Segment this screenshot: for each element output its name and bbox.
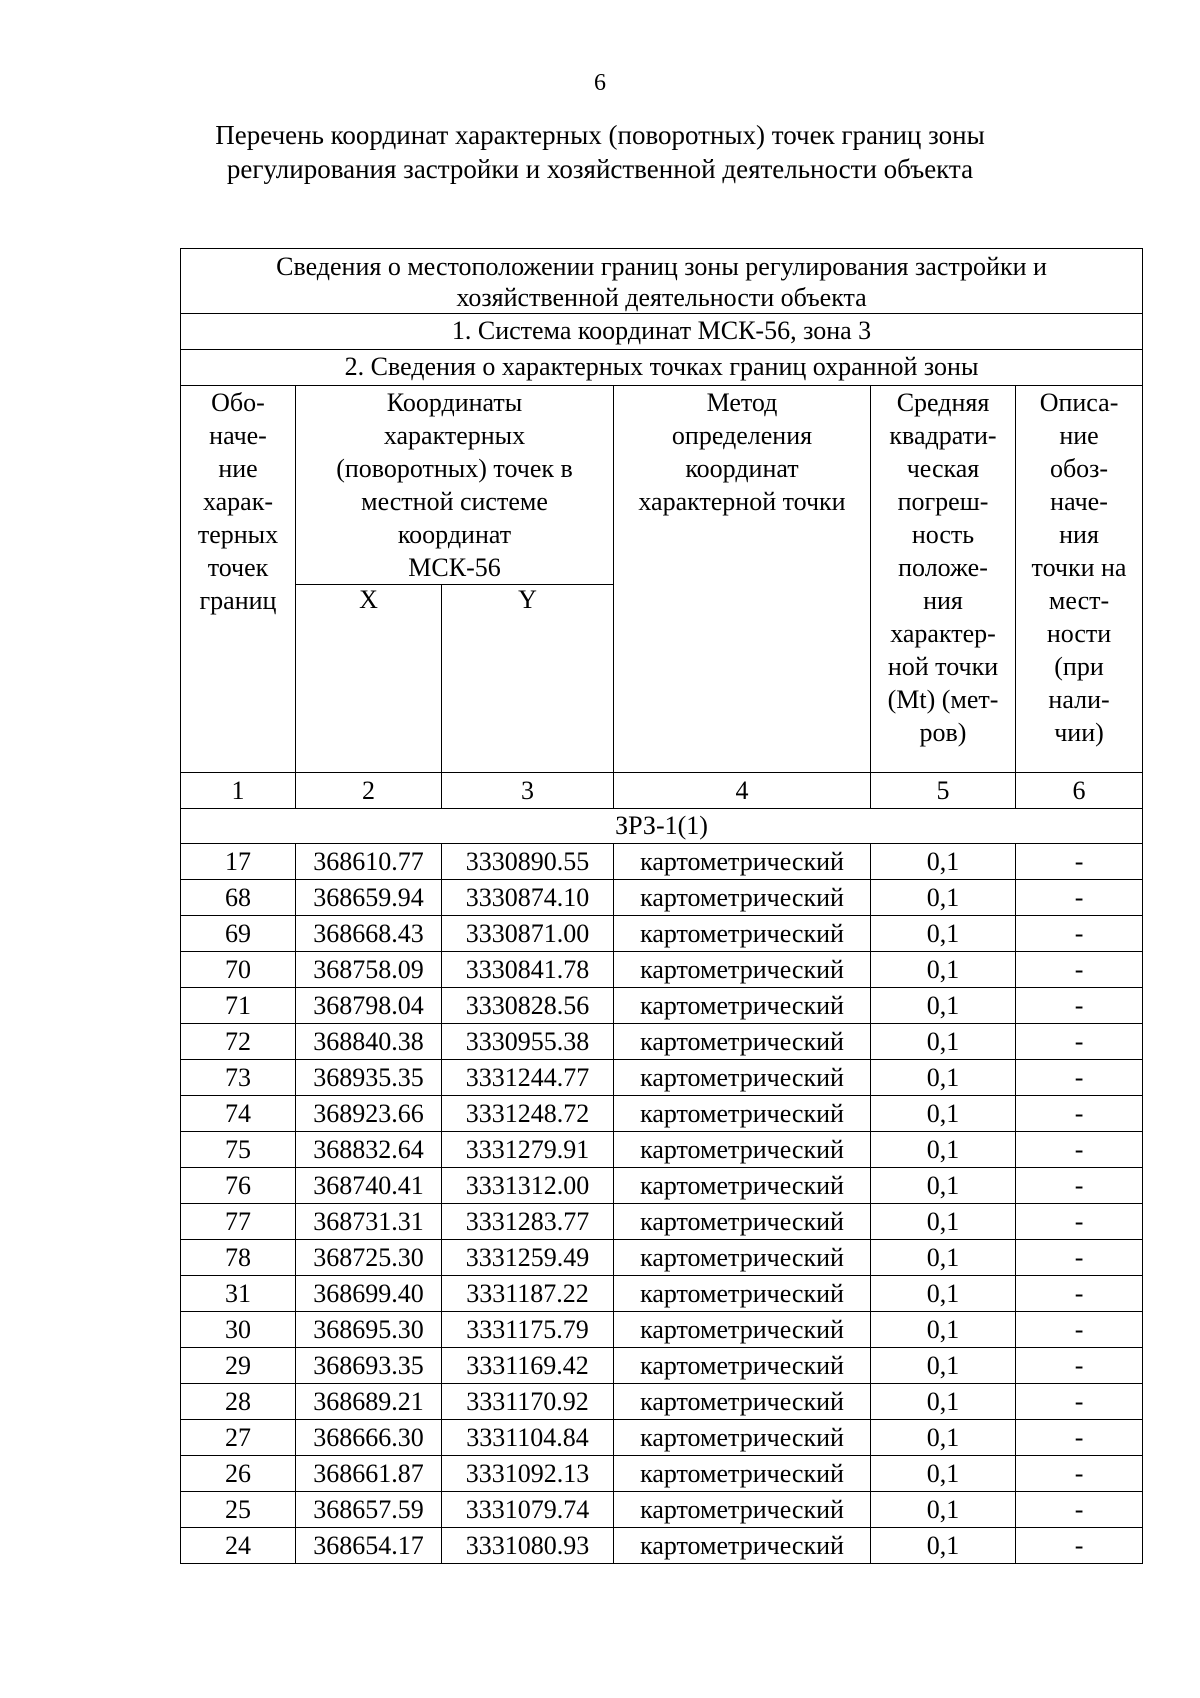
description-cell: -	[1016, 1168, 1143, 1204]
point-id-cell: 25	[181, 1492, 296, 1528]
header-line: ние	[218, 454, 258, 483]
point-id-cell: 31	[181, 1276, 296, 1312]
y-coordinate-cell: 3331259.49	[442, 1240, 614, 1276]
section-title	[181, 249, 1143, 314]
mean-error-cell: 0,1	[871, 916, 1016, 952]
method-cell: картометрический	[614, 1132, 871, 1168]
method-cell: картометрический	[614, 1312, 871, 1348]
table-row	[181, 952, 1143, 988]
y-coordinate-cell: 3331080.93	[442, 1528, 614, 1564]
y-coordinate-cell: 3331244.77	[442, 1060, 614, 1096]
header-line: координат	[685, 454, 799, 483]
method-cell: картометрический	[614, 1276, 871, 1312]
y-coordinate-cell: 3331312.00	[442, 1168, 614, 1204]
table-row	[181, 916, 1143, 952]
y-coordinate-cell: 3331279.91	[442, 1132, 614, 1168]
header-line: (Mt) (мет-	[887, 685, 999, 714]
mean-error-cell: 0,1	[871, 880, 1016, 916]
point-id-cell: 27	[181, 1420, 296, 1456]
method-cell: картометрический	[614, 1456, 871, 1492]
table-row	[181, 1528, 1143, 1564]
point-id-cell: 72	[181, 1024, 296, 1060]
header-point-designation	[181, 386, 296, 773]
table-row	[181, 1060, 1143, 1096]
header-line: ние	[1059, 421, 1099, 450]
point-id-cell: 26	[181, 1456, 296, 1492]
point-id-cell: 69	[181, 916, 296, 952]
point-id-cell: 78	[181, 1240, 296, 1276]
point-id-cell: 76	[181, 1168, 296, 1204]
method-cell: картометрический	[614, 1168, 871, 1204]
mean-error-cell: 0,1	[871, 952, 1016, 988]
coordinate-system-label: 1. Система координат МСК-56, зона 3	[181, 314, 1143, 350]
point-id-cell: 74	[181, 1096, 296, 1132]
x-coordinate-cell: 368661.87	[296, 1456, 442, 1492]
header-method	[614, 386, 871, 773]
header-line: ров)	[919, 718, 967, 747]
point-id-cell: 70	[181, 952, 296, 988]
header-line: ности	[1046, 619, 1112, 648]
zone-label: ЗРЗ-1(1)	[181, 809, 1143, 844]
mean-error-cell: 0,1	[871, 1240, 1016, 1276]
x-coordinate-cell: 368731.31	[296, 1204, 442, 1240]
table-row	[181, 1132, 1143, 1168]
table-row	[181, 1348, 1143, 1384]
table-row	[181, 1312, 1143, 1348]
page-number: 6	[594, 70, 606, 96]
y-coordinate-cell: 3331175.79	[442, 1312, 614, 1348]
section-title-line-1: Сведения о местоположении границ зоны регулирования застройки и	[276, 252, 1047, 281]
table-row	[181, 1276, 1143, 1312]
description-cell: -	[1016, 1348, 1143, 1384]
y-coordinate-cell: 3330871.00	[442, 916, 614, 952]
x-coordinate-cell: 368654.17	[296, 1528, 442, 1564]
points-info-label: 2. Сведения о характерных точках границ охранной зоны	[181, 350, 1143, 386]
point-id-cell: 24	[181, 1528, 296, 1564]
description-cell: -	[1016, 1420, 1143, 1456]
x-coordinate-cell: 368666.30	[296, 1420, 442, 1456]
y-coordinate-cell: 3331187.22	[442, 1276, 614, 1312]
description-cell: -	[1016, 1456, 1143, 1492]
description-cell: -	[1016, 844, 1143, 880]
method-cell: картометрический	[614, 844, 871, 880]
table-row	[181, 1240, 1143, 1276]
y-coordinate-cell: 3330841.78	[442, 952, 614, 988]
description-cell: -	[1016, 1024, 1143, 1060]
table-row	[181, 1024, 1143, 1060]
column-number: 1	[181, 773, 296, 809]
description-cell: -	[1016, 1528, 1143, 1564]
header-line: характерной точки	[638, 487, 846, 516]
x-coordinate-cell: 368689.21	[296, 1384, 442, 1420]
description-cell: -	[1016, 880, 1143, 916]
header-line: терных	[197, 520, 279, 549]
header-line: МСК-56	[408, 553, 501, 582]
x-coordinate-cell: 368725.30	[296, 1240, 442, 1276]
description-cell: -	[1016, 1204, 1143, 1240]
header-line: квадрати-	[889, 421, 997, 450]
method-cell: картометрический	[614, 1204, 871, 1240]
table-row	[181, 1168, 1143, 1204]
header-line: положе-	[898, 553, 988, 582]
y-coordinate-cell: 3331079.74	[442, 1492, 614, 1528]
mean-error-cell: 0,1	[871, 1456, 1016, 1492]
y-coordinate-cell: 3330828.56	[442, 988, 614, 1024]
x-coordinate-cell: 368695.30	[296, 1312, 442, 1348]
mean-error-cell: 0,1	[871, 1132, 1016, 1168]
header-line: ния	[1059, 520, 1099, 549]
point-id-cell: 17	[181, 844, 296, 880]
table-row	[181, 1492, 1143, 1528]
mean-error-cell: 0,1	[871, 1312, 1016, 1348]
mean-error-cell: 0,1	[871, 1168, 1016, 1204]
mean-error-cell: 0,1	[871, 1384, 1016, 1420]
section-title-line-2: хозяйственной деятельности объекта	[456, 283, 867, 312]
header-line: наче-	[209, 421, 267, 450]
table-row	[181, 1456, 1143, 1492]
description-cell: -	[1016, 1060, 1143, 1096]
header-line: точек	[207, 553, 269, 582]
mean-error-cell: 0,1	[871, 1492, 1016, 1528]
column-number: 2	[296, 773, 442, 809]
method-cell: картометрический	[614, 952, 871, 988]
header-mean-error	[871, 386, 1016, 773]
description-cell: -	[1016, 988, 1143, 1024]
x-coordinate-cell: 368699.40	[296, 1276, 442, 1312]
y-coordinate-cell: 3330890.55	[442, 844, 614, 880]
description-cell: -	[1016, 1096, 1143, 1132]
method-cell: картометрический	[614, 1492, 871, 1528]
header-line: Описа-	[1039, 388, 1119, 417]
x-coordinate-cell: 368832.64	[296, 1132, 442, 1168]
document-title	[150, 118, 1050, 186]
method-cell: картометрический	[614, 1240, 871, 1276]
x-coordinate-cell: 368659.94	[296, 880, 442, 916]
table-row	[181, 880, 1143, 916]
table-row	[181, 988, 1143, 1024]
method-cell: картометрический	[614, 988, 871, 1024]
method-cell: картометрический	[614, 880, 871, 916]
mean-error-cell: 0,1	[871, 1276, 1016, 1312]
description-cell: -	[1016, 1312, 1143, 1348]
point-id-cell: 71	[181, 988, 296, 1024]
y-coordinate-cell: 3331248.72	[442, 1096, 614, 1132]
header-line: ной точки	[887, 652, 999, 681]
mean-error-cell: 0,1	[871, 1096, 1016, 1132]
y-coordinate-cell: 3330874.10	[442, 880, 614, 916]
header-line: нали-	[1048, 685, 1110, 714]
point-id-cell: 68	[181, 880, 296, 916]
mean-error-cell: 0,1	[871, 1024, 1016, 1060]
y-coordinate-cell: 3330955.38	[442, 1024, 614, 1060]
document-title-line-2: регулирования застройки и хозяйственной деятельности объекта	[226, 154, 974, 184]
y-coordinate-cell: 3331092.13	[442, 1456, 614, 1492]
header-line: мест-	[1048, 586, 1110, 615]
table-row	[181, 1384, 1143, 1420]
point-id-cell: 75	[181, 1132, 296, 1168]
mean-error-cell: 0,1	[871, 1528, 1016, 1564]
x-coordinate-cell: 368693.35	[296, 1348, 442, 1384]
method-cell: картометрический	[614, 916, 871, 952]
document-title-line-1: Перечень координат характерных (поворотных) точек границ зоны	[215, 120, 985, 150]
description-cell: -	[1016, 1240, 1143, 1276]
table-row	[181, 1096, 1143, 1132]
header-line: ческая	[906, 454, 980, 483]
column-numbers-row	[181, 773, 1143, 809]
header-y: Y	[442, 585, 614, 773]
header-line: координат	[397, 520, 512, 549]
point-id-cell: 77	[181, 1204, 296, 1240]
x-coordinate-cell: 368610.77	[296, 844, 442, 880]
x-coordinate-cell: 368758.09	[296, 952, 442, 988]
column-number: 4	[614, 773, 871, 809]
column-number: 6	[1016, 773, 1143, 809]
mean-error-cell: 0,1	[871, 1420, 1016, 1456]
method-cell: картометрический	[614, 1060, 871, 1096]
y-coordinate-cell: 3331104.84	[442, 1420, 614, 1456]
description-cell: -	[1016, 916, 1143, 952]
table-row	[181, 844, 1143, 880]
header-line: ния	[923, 586, 963, 615]
header-line: обоз-	[1049, 454, 1109, 483]
header-line: характерных	[383, 421, 526, 450]
header-line: (при	[1054, 652, 1104, 681]
method-cell: картометрический	[614, 1024, 871, 1060]
header-line: ность	[911, 520, 975, 549]
method-cell: картометрический	[614, 1420, 871, 1456]
header-line: погреш-	[897, 487, 989, 516]
header-line: харак-	[202, 487, 274, 516]
x-coordinate-cell: 368740.41	[296, 1168, 442, 1204]
description-cell: -	[1016, 1276, 1143, 1312]
header-line: Координаты	[386, 388, 523, 417]
table-row	[181, 1204, 1143, 1240]
header-line: наче-	[1050, 487, 1108, 516]
mean-error-cell: 0,1	[871, 844, 1016, 880]
column-number: 3	[442, 773, 614, 809]
method-cell: картометрический	[614, 1348, 871, 1384]
header-line: Обо-	[211, 388, 265, 417]
description-cell: -	[1016, 1492, 1143, 1528]
mean-error-cell: 0,1	[871, 1348, 1016, 1384]
mean-error-cell: 0,1	[871, 1204, 1016, 1240]
header-x: X	[296, 585, 442, 773]
table-row	[181, 1420, 1143, 1456]
header-line: (поворотных) точек в	[336, 454, 573, 483]
y-coordinate-cell: 3331169.42	[442, 1348, 614, 1384]
header-description	[1016, 386, 1143, 773]
description-cell: -	[1016, 1132, 1143, 1168]
point-id-cell: 30	[181, 1312, 296, 1348]
coordinates-table	[180, 248, 1143, 1564]
x-coordinate-cell: 368798.04	[296, 988, 442, 1024]
header-line: границ	[199, 586, 277, 615]
method-cell: картометрический	[614, 1384, 871, 1420]
header-line: точки на	[1031, 553, 1127, 582]
mean-error-cell: 0,1	[871, 988, 1016, 1024]
point-id-cell: 29	[181, 1348, 296, 1384]
column-number: 5	[871, 773, 1016, 809]
method-cell: картометрический	[614, 1096, 871, 1132]
x-coordinate-cell: 368923.66	[296, 1096, 442, 1132]
header-line: Метод	[706, 388, 778, 417]
header-line: местной системе	[361, 487, 548, 516]
header-line: чии)	[1054, 718, 1104, 747]
description-cell: -	[1016, 952, 1143, 988]
point-id-cell: 73	[181, 1060, 296, 1096]
x-coordinate-cell: 368935.35	[296, 1060, 442, 1096]
y-coordinate-cell: 3331170.92	[442, 1384, 614, 1420]
method-cell: картометрический	[614, 1528, 871, 1564]
x-coordinate-cell: 368840.38	[296, 1024, 442, 1060]
header-line: характер-	[890, 619, 996, 648]
x-coordinate-cell: 368668.43	[296, 916, 442, 952]
header-coordinates	[296, 386, 614, 585]
description-cell: -	[1016, 1384, 1143, 1420]
mean-error-cell: 0,1	[871, 1060, 1016, 1096]
x-coordinate-cell: 368657.59	[296, 1492, 442, 1528]
header-line: Средняя	[896, 388, 990, 417]
header-line: определения	[671, 421, 813, 450]
point-id-cell: 28	[181, 1384, 296, 1420]
y-coordinate-cell: 3331283.77	[442, 1204, 614, 1240]
